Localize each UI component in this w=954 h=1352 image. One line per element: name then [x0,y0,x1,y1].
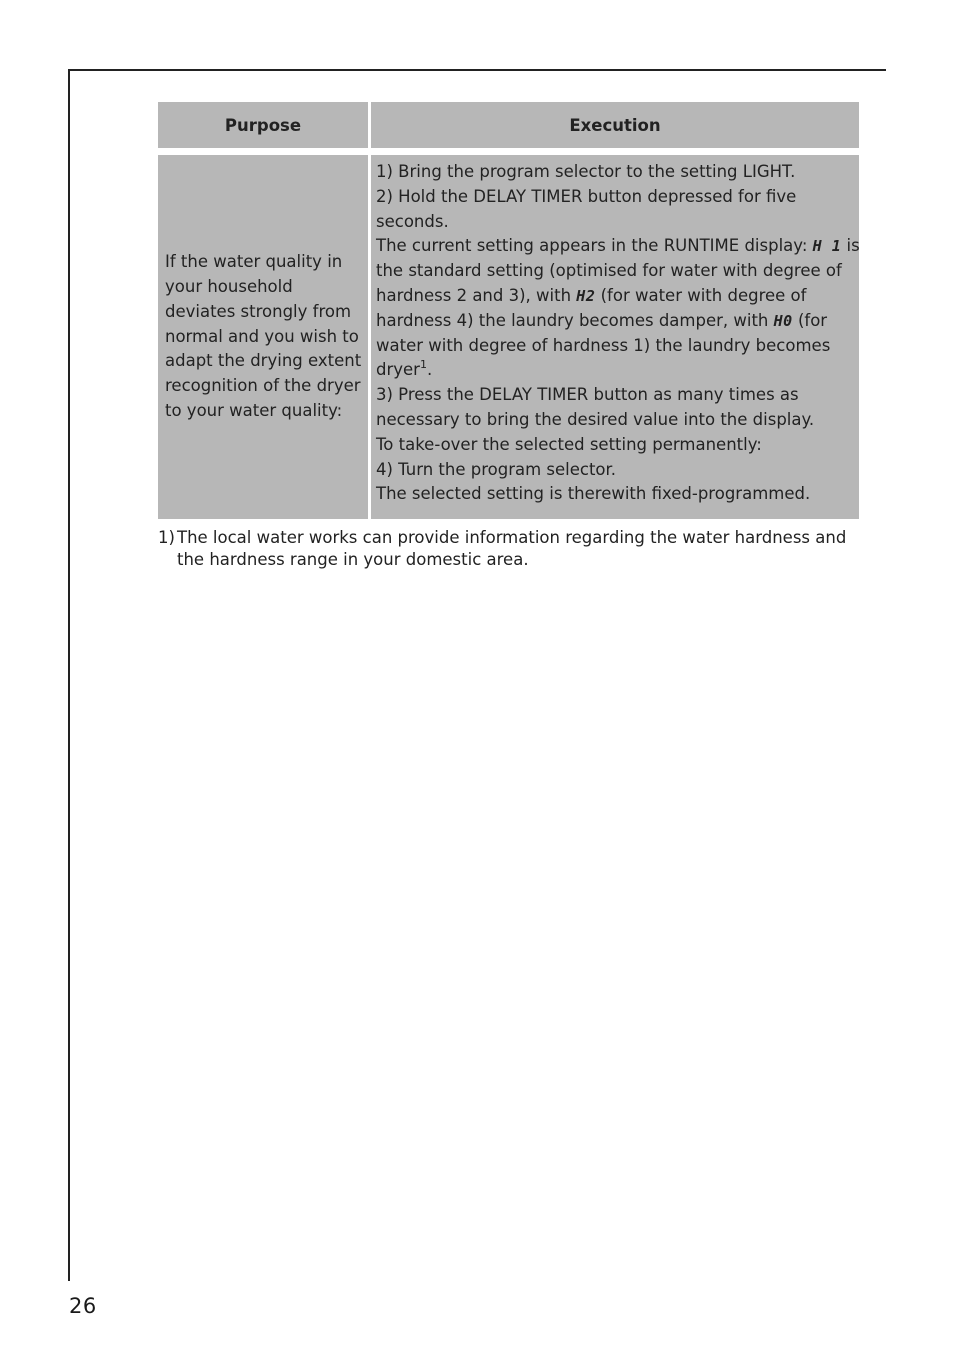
footnote-row [158,527,848,571]
execution-step-2: 2) Hold the DELAY TIMER button depressed for five [376,186,797,206]
execution-h0-line [376,309,853,334]
display-code-h1: H 1 [812,237,842,256]
execution-step-3-cont: necessary to bring the desired value into the display. [376,409,815,429]
display-code-h2: H2 [576,286,596,305]
purpose-cell [158,155,368,519]
execution-final-line: The selected setting is therewith fixed-programmed. [376,484,811,504]
footnote-text: The local water works can provide information regarding the water hardness and the hardness range in your domestic area. [177,528,847,569]
page-number: 26 [69,1294,97,1318]
purpose-header: Purpose [158,102,368,148]
execution-h2-text: hardness 2 and 3), with [376,285,577,305]
execution-dryer-line [376,358,853,383]
execution-dryer-text: dryer [376,360,420,380]
execution-h2-line [376,284,853,309]
execution-standard-line: the standard setting (optimised for water with degree of [376,261,842,281]
execution-takeover-line: To take-over the selected setting permanently: [376,434,762,454]
execution-dryer-tail: . [426,360,433,380]
left-rule [68,69,70,1281]
display-code-h0: H0 [773,311,793,330]
execution-cell [371,155,859,519]
execution-step-4: 4) Turn the program selector. [376,459,617,479]
execution-runtime-text: The current setting appears in the RUNTIME display: [376,236,813,256]
execution-step-3: 3) Press the DELAY TIMER button as many times as [376,385,799,405]
execution-h2-tail: (for water with degree of [595,285,807,305]
execution-runtime-line [376,234,860,259]
execution-step-1: 1) Bring the program selector to the setting LIGHT. [376,162,796,181]
footnote-marker: 1) [158,528,175,547]
execution-header: Execution [371,102,859,148]
footnote-reference: 1 [419,358,427,372]
execution-h0-text: hardness 4) the laundry becomes damper, with [376,310,774,330]
purpose-text: If the water quality in your household deviates strongly from normal and you wish to adapt the drying extent recognition of the dryer to your water quality: [165,252,362,420]
execution-hardness-line: water with degree of hardness 1) the laundry becomes [376,335,831,355]
execution-step-2-cont: seconds. [376,211,449,231]
footnote [158,527,848,571]
top-rule [68,69,886,71]
execution-h0-tail: (for [792,310,828,330]
execution-runtime-tail: is [841,236,860,256]
